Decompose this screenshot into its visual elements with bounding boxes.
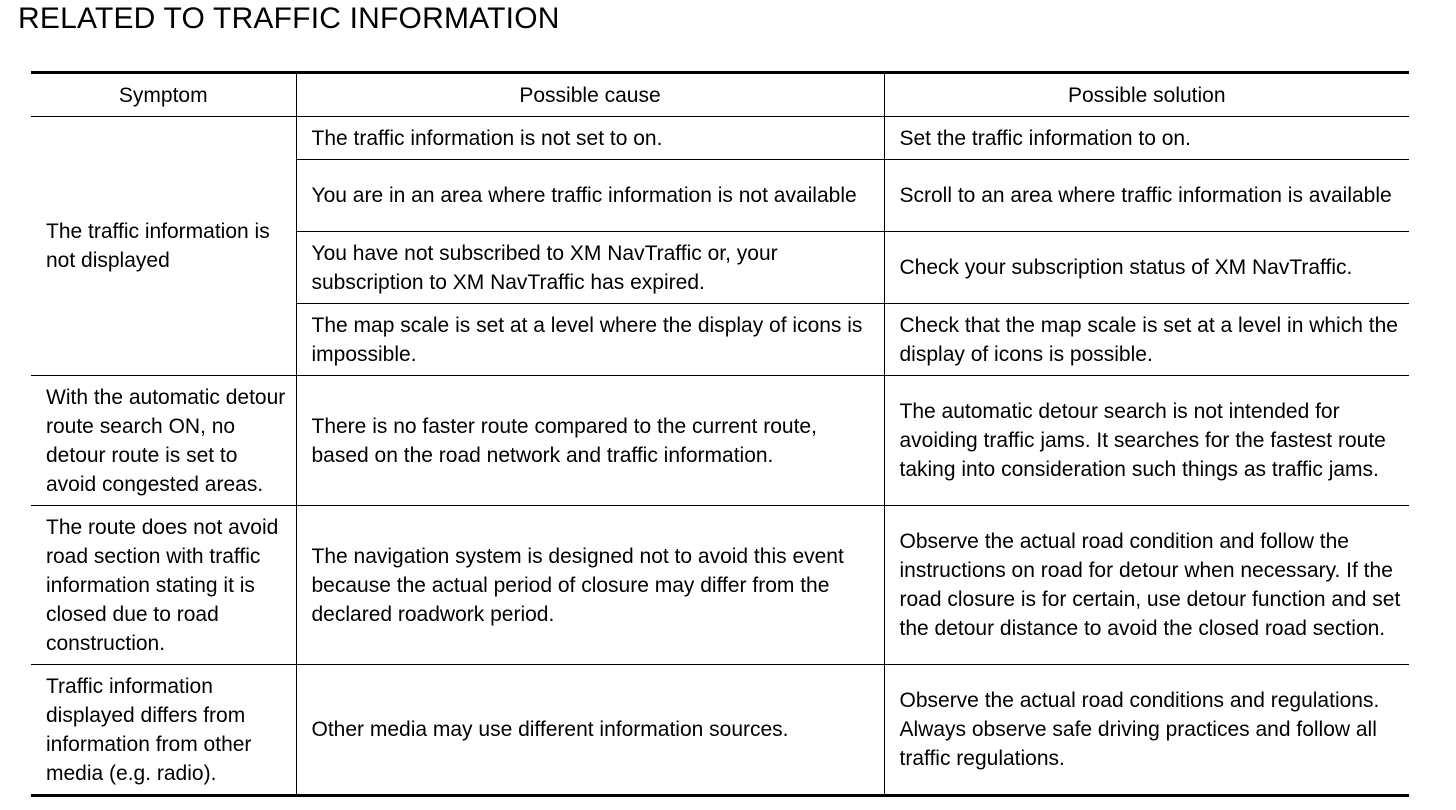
cause-cell: You have not subscribed to XM NavTraffic or, your subscription to XM NavTraffic has expired.: [296, 232, 884, 304]
cause-cell: Other media may use different information sources.: [296, 665, 884, 796]
symptom-cell: The route does not avoid road section with traffic information stating it is closed due to road construction.: [31, 506, 296, 665]
solution-cell: Observe the actual road conditions and regulations. Always observe safe driving practices and follow all traffic regulations.: [884, 665, 1409, 796]
table-row: [31, 376, 1409, 506]
section-title: RELATED TO TRAFFIC INFORMATION: [18, 2, 560, 35]
symptom-cell: Traffic information displayed differs from information from other media (e.g. radio).: [46, 674, 252, 785]
solution-cell: Scroll to an area where traffic information is available: [884, 160, 1409, 232]
troubleshooting-table: [31, 71, 1409, 797]
cause-cell: The navigation system is designed not to avoid this event because the actual period of closure may differ from the declared roadwork period.: [296, 506, 884, 665]
header-symptom: Symptom: [31, 73, 296, 117]
solution-cell: Check your subscription status of XM NavTraffic.: [884, 232, 1409, 304]
cause-cell: The traffic information is not set to on.: [296, 117, 884, 160]
cause-cell: The map scale is set at a level where the display of icons is impossible.: [296, 304, 884, 376]
header-possible-solution: Possible solution: [884, 73, 1409, 117]
solution-cell: The automatic detour search is not intended for avoiding traffic jams. It searches for the fastest route taking into consideration such things as traffic jams.: [884, 376, 1409, 506]
solution-cell: Set the traffic information to on.: [884, 117, 1409, 160]
symptom-cell: The traffic information is not displayed: [31, 117, 296, 376]
header-row: [31, 73, 1409, 117]
cause-cell: You are in an area where traffic information is not available: [296, 160, 884, 232]
table-row: [31, 665, 1409, 796]
solution-cell: Check that the map scale is set at a level in which the display of icons is possible.: [884, 304, 1409, 376]
solution-cell: Observe the actual road condition and follow the instructions on road for detour when necessary. If the road closure is for certain, use detour function and set the detour distance to avoid the closed road section.: [884, 506, 1409, 665]
table-row: [31, 117, 1409, 160]
symptom-cell: With the automatic detour route search ON, no detour route is set to avoid congested areas.: [31, 376, 296, 506]
table-row: [31, 506, 1409, 665]
cause-cell: There is no faster route compared to the current route, based on the road network and traffic information.: [296, 376, 884, 506]
header-possible-cause: Possible cause: [296, 73, 884, 117]
